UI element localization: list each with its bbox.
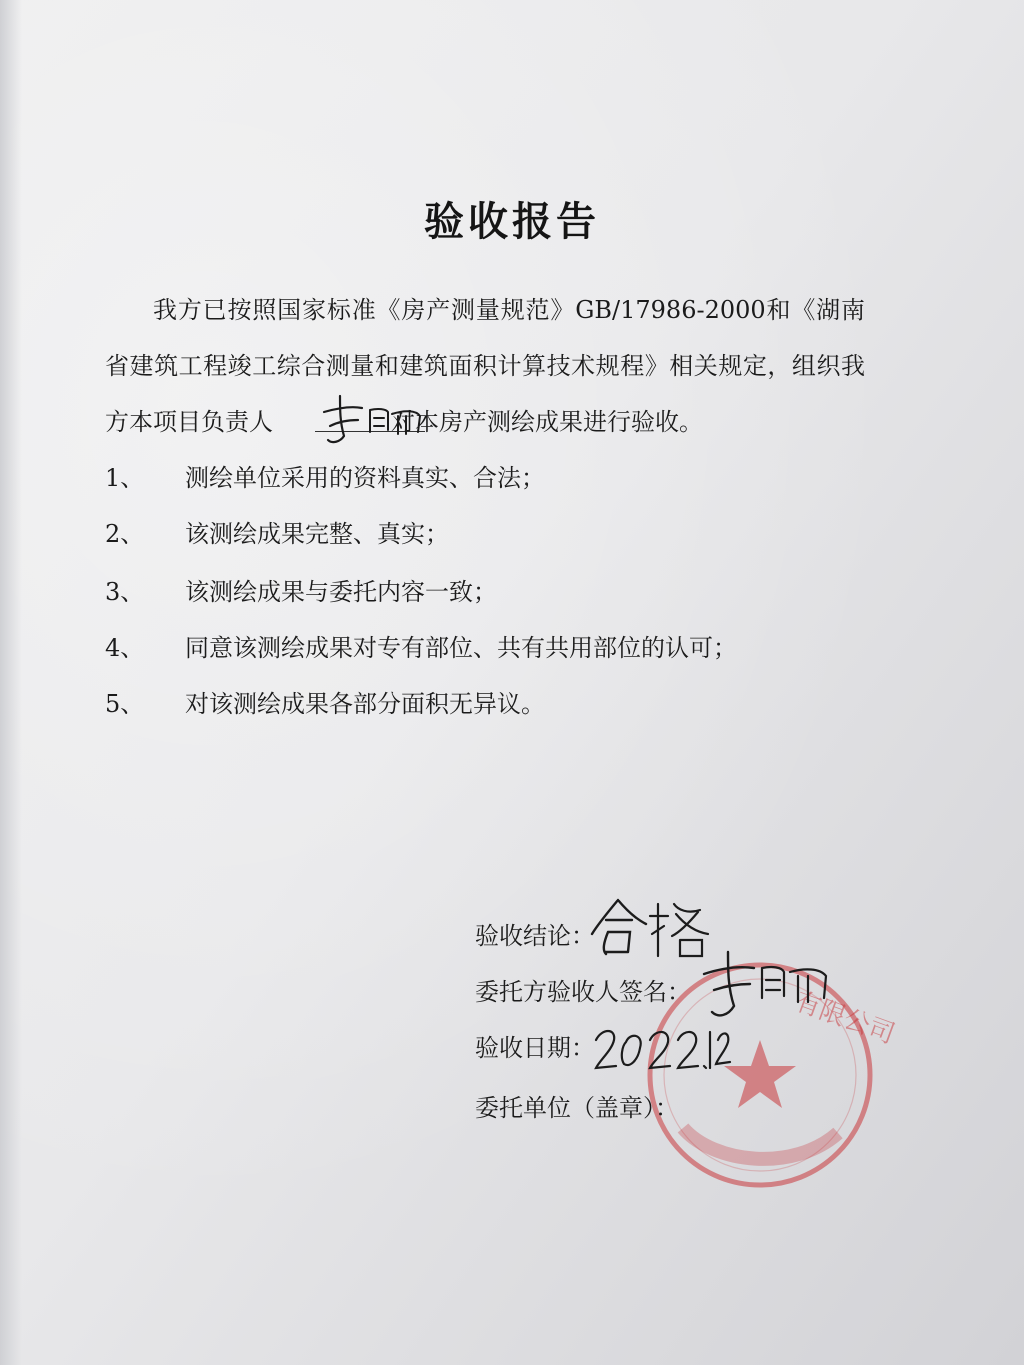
- signer-label: 委托方验收人签名：: [475, 978, 691, 1006]
- handwritten-signature-paragraph: [318, 392, 428, 448]
- intro-paragraph: [105, 282, 865, 450]
- item-text: 对该测绘成果各部分面积无异议。: [185, 690, 545, 718]
- date-label: 验收日期：: [475, 1034, 595, 1062]
- unit-label: 委托单位（盖章）：: [475, 1094, 679, 1122]
- item-text: 该测绘成果完整、真实；: [185, 520, 449, 548]
- seal-ring-text: 有限公司: [790, 986, 899, 1051]
- item-number: 4、: [105, 634, 145, 662]
- conclusion-label: 验收结论：: [475, 922, 595, 950]
- intro-text-before: 我方已按照国家标准《房产测量规范》GB/17986-2000和《湖南省建筑工程竣工综合测量和建筑面积计算技术规程》相关规定，组织我方本项目负责人: [105, 296, 865, 436]
- handwritten-date: [590, 1018, 730, 1078]
- list-item: [105, 628, 737, 668]
- list-item: [105, 514, 449, 554]
- handwritten-conclusion: [588, 890, 718, 960]
- item-number: 5、: [105, 690, 145, 718]
- item-number: 2、: [105, 520, 145, 548]
- item-text: 该测绘成果与委托内容一致；: [185, 578, 497, 606]
- document-title: 验收报告: [424, 198, 600, 245]
- intro-text-after: 对本房产测绘成果进行验收。: [391, 408, 703, 436]
- list-item: [105, 684, 545, 724]
- list-item: [105, 572, 497, 612]
- item-number: 1、: [105, 464, 145, 492]
- list-item: [105, 458, 545, 498]
- handwritten-signer-signature: [700, 946, 840, 1022]
- item-number: 3、: [105, 578, 145, 606]
- item-text: 同意该测绘成果对专有部位、共有共用部位的认可；: [185, 634, 737, 662]
- item-text: 测绘单位采用的资料真实、合法；: [185, 464, 545, 492]
